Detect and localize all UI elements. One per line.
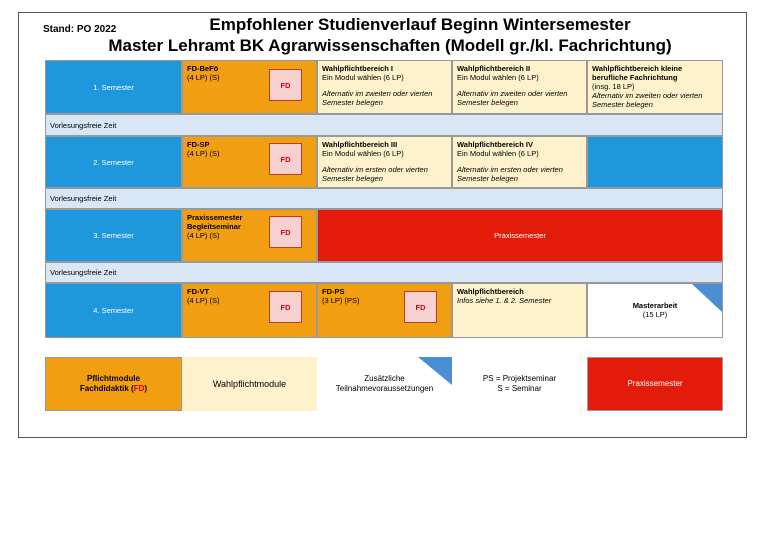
fd-badge: FD bbox=[404, 291, 437, 323]
break-row-2: Vorlesungsfreie Zeit bbox=[45, 188, 723, 209]
module-name: FD-BeFö bbox=[187, 64, 219, 73]
legend-fd-text: FD bbox=[133, 384, 145, 393]
semester-4-masterarbeit bbox=[587, 283, 723, 338]
wpb-title: Wahlpflichtbereich III bbox=[322, 140, 398, 149]
module-name: Praxissemester Begleitseminar bbox=[187, 213, 243, 231]
legend-zusatz-line2: Teilnahmevoraussetzungen bbox=[335, 384, 434, 393]
legend-ps: PS = Projektseminar bbox=[482, 374, 557, 383]
semester-4-label: 4. Semester bbox=[45, 283, 182, 338]
fd-badge: FD bbox=[269, 216, 302, 248]
semester-3-label: 3. Semester bbox=[45, 209, 182, 262]
semester-1-wpb-3 bbox=[587, 60, 723, 114]
prerequisite-triangle-icon bbox=[418, 357, 452, 385]
wpb-text: Ein Modul wählen (6 LP) bbox=[322, 149, 404, 158]
fd-badge: FD bbox=[269, 291, 302, 323]
legend-pflicht-text: Fachdidaktik ( bbox=[79, 384, 134, 393]
legend-wahlpflichtmodule: Wahlpflichtmodule bbox=[182, 357, 317, 411]
wpb-title: Wahlpflichtbereich I bbox=[322, 64, 393, 73]
page-title: Empfohlener Studienverlauf Beginn Wintersemester bbox=[209, 15, 631, 34]
wpb-text: (insg. 18 LP) bbox=[592, 82, 635, 91]
wpb-title: Wahlpflichtbereich kleine berufliche Fachrichtung bbox=[592, 64, 683, 82]
fd-badge: FD bbox=[269, 143, 302, 175]
semester-1-wpb-1 bbox=[317, 60, 452, 114]
legend-pflicht-close: ) bbox=[144, 384, 148, 393]
semester-2-blue-cell bbox=[587, 136, 723, 188]
legend-pflichtmodule bbox=[45, 357, 182, 411]
module-lp: (4 LP) (S) bbox=[187, 149, 220, 158]
semester-2-fd-module bbox=[182, 136, 317, 188]
fd-badge: FD bbox=[269, 69, 302, 101]
master-lp: (15 LP) bbox=[642, 310, 668, 319]
legend-zusatz-line1: Zusätzliche bbox=[364, 374, 405, 383]
wpb-title: Wahlpflichtbereich II bbox=[457, 64, 531, 73]
legend-zusatz bbox=[317, 357, 452, 411]
wpb-note: Alternativ im zweiten oder vierten Semester belegen bbox=[322, 89, 433, 107]
wpb-note: Infos siehe 1. & 2. Semester bbox=[457, 296, 552, 305]
module-lp: (3 LP) (PS) bbox=[322, 296, 360, 305]
break-row-3: Vorlesungsfreie Zeit bbox=[45, 262, 723, 283]
semester-3-fd-module bbox=[182, 209, 317, 262]
legend-praxissemester: Praxissemester bbox=[587, 357, 723, 411]
semester-4-fd-module-2 bbox=[317, 283, 452, 338]
wpb-note: Alternativ im zweiten oder vierten Semester belegen bbox=[457, 89, 568, 107]
semester-3-praxissemester: Praxissemester bbox=[317, 209, 723, 262]
wpb-text: Ein Modul wählen (6 LP) bbox=[322, 73, 404, 82]
module-name: FD-SP bbox=[187, 140, 210, 149]
wpb-note: Alternativ im ersten oder vierten Semester belegen bbox=[457, 165, 563, 183]
semester-4-fd-module bbox=[182, 283, 317, 338]
prerequisite-triangle-icon bbox=[692, 284, 722, 312]
page-subtitle: Master Lehramt BK Agrarwissenschaften (Modell gr./kl. Fachrichtung) bbox=[108, 36, 672, 55]
semester-2-label: 2. Semester bbox=[45, 136, 182, 188]
legend-s: S = Seminar bbox=[497, 384, 542, 393]
legend-pflicht-line2 bbox=[80, 384, 147, 394]
wpb-title: Wahlpflichtbereich bbox=[457, 287, 524, 296]
legend-pflicht-line1: Pflichtmodule bbox=[87, 374, 140, 383]
semester-1-label: 1. Semester bbox=[45, 60, 182, 114]
wpb-text: Ein Modul wählen (6 LP) bbox=[457, 73, 539, 82]
wpb-note: Alternativ im zweiten oder vierten Semester belegen bbox=[592, 91, 703, 109]
wpb-text: Ein Modul wählen (6 LP) bbox=[457, 149, 539, 158]
module-lp: (4 LP) (S) bbox=[187, 231, 220, 240]
master-title: Masterarbeit bbox=[632, 301, 678, 310]
break-row-1: Vorlesungsfreie Zeit bbox=[45, 114, 723, 136]
semester-2-wpb-2 bbox=[452, 136, 587, 188]
module-lp: (4 LP) (S) bbox=[187, 296, 220, 305]
wpb-title: Wahlpflichtbereich IV bbox=[457, 140, 533, 149]
module-lp: (4 LP) (S) bbox=[187, 73, 220, 82]
semester-1-wpb-2 bbox=[452, 60, 587, 114]
semester-4-wpb bbox=[452, 283, 587, 338]
semester-1-fd-module bbox=[182, 60, 317, 114]
module-name: FD-PS bbox=[322, 287, 345, 296]
wpb-note: Alternativ im ersten oder vierten Semester belegen bbox=[322, 165, 428, 183]
stand-label: Stand: PO 2022 bbox=[43, 24, 117, 35]
legend-abbreviations bbox=[452, 357, 587, 411]
module-name: FD-VT bbox=[187, 287, 210, 296]
semester-2-wpb-1 bbox=[317, 136, 452, 188]
